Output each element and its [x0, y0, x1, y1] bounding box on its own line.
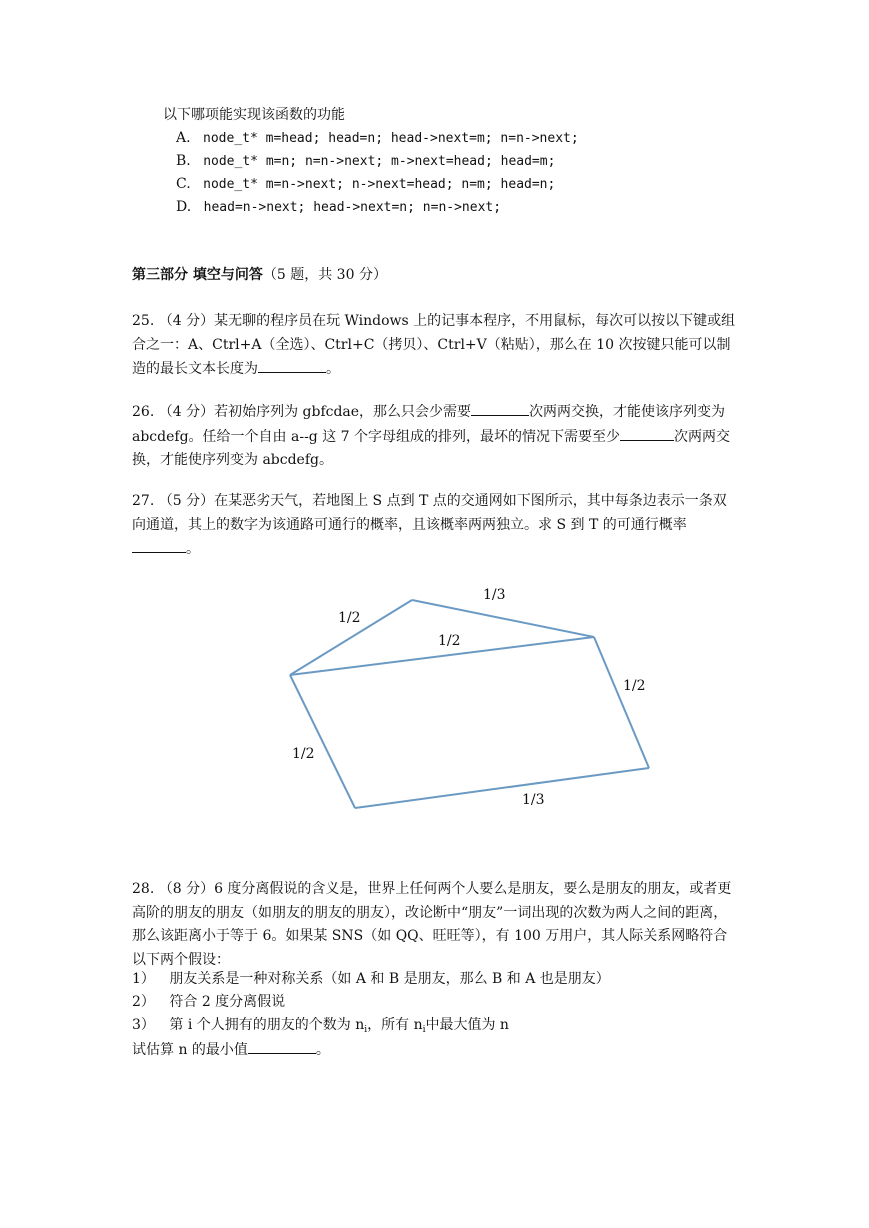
answer-blank[interactable]: [248, 1038, 316, 1054]
assumption-text: 符合 2 度分离假说: [169, 994, 286, 1010]
q27-text: 27. （5 分）在某恶劣天气，若地图上 S 点到 T 点的交通网如下图所示，其中每条边表示一条双向通道，其上的数字为该通路可通行的概率，且该概率两两独立。求 S 到 T 的可通行概率: [132, 493, 727, 533]
subscript: i: [422, 1025, 426, 1035]
final-text: 试估算 n 的最小值: [132, 1042, 248, 1058]
edge-label: 1/2: [292, 746, 315, 762]
assumption-text-end: 中最大值为 n: [425, 1017, 509, 1033]
assumption-num: 1）: [132, 971, 155, 987]
edge-label: 1/3: [483, 587, 506, 603]
q28-final-prompt: [132, 1038, 330, 1062]
q28-text: 28. （8 分）6 度分离假说的含义是，世界上任何两个人要么是朋友，要么是朋友的朋友，或者更高阶的朋友的朋友（如朋友的朋友的朋友），改论断中“朋友”一词出现的次数为两人之间的距离，那么该距离小于等于 6。如果某 SNS（如 QQ、旺旺等），有 100 万用户，其人际关系网略符合以下两个假设：: [132, 881, 732, 968]
assumption-text: 朋友关系是一种对称关系（如 A 和 B 是朋友，那么 B 和 A 也是朋友）: [169, 971, 610, 987]
q26-text: 26. （4 分）若初始序列为 gbfcdae，那么只会少需要: [132, 404, 472, 420]
edge-label: 1/2: [338, 610, 361, 626]
option-label: A.: [176, 130, 191, 146]
option-label: D.: [176, 199, 192, 215]
option-label: B.: [176, 153, 191, 169]
option-code: node_t* m=n->next; n->next=head; n=m; head=n;: [203, 177, 556, 192]
option-code: head=n->next; head->next=n; n=n->next;: [203, 200, 502, 215]
final-text-end: 。: [315, 1042, 330, 1058]
option-code: node_t* m=n; n=n->next; m->next=head; head=m;: [203, 154, 556, 169]
subscript: i: [364, 1025, 368, 1035]
q27-text-end: 。: [186, 541, 200, 557]
edge-s-bottom: [290, 675, 355, 808]
assumption-text: 第 i 个人拥有的朋友的个数为 n: [169, 1017, 365, 1033]
section-title: 第三部分 填空与问答: [132, 267, 263, 283]
option-code: node_t* m=head; head=n; head->next=m; n=n->next;: [203, 131, 579, 146]
option-label: C.: [176, 176, 191, 192]
section-note: （5 题，共 30 分）: [262, 267, 387, 283]
assumption-num: 3）: [132, 1017, 155, 1033]
assumption-2: [132, 991, 285, 1014]
q26-text-mid: 次两两交换，才能使该序列变为 abcdefg。任给一个自由 a--g 这 7 个字母组成的排列，最坏的情况下需要至少: [132, 404, 726, 445]
edge-right-t: [594, 637, 649, 768]
edge-bottom-t: [355, 768, 649, 808]
question-28: [132, 878, 738, 972]
assumption-text-mid: ，所有 n: [367, 1017, 423, 1033]
edge-label: 1/3: [522, 792, 545, 808]
q25-text: 25. （4 分）某无聊的程序员在玩 Windows 上的记事本程序，不用鼠标，每次可以按以下键或组合之一：A、Ctrl+A（全选）、Ctrl+C（拷贝）、Ctrl+V（粘贴），那么在 10 次按键只能可以制造的最长文本长度为: [132, 313, 736, 377]
q25-text-end: 。: [326, 361, 340, 377]
assumption-num: 2）: [132, 994, 155, 1010]
q26-text-end: 次两两交换，才能使序列变为 abcdefg。: [132, 428, 731, 468]
assumption-1: [132, 968, 610, 991]
question-intro: 以下哪项能实现该函数的功能: [163, 107, 345, 123]
edge-label: 1/2: [438, 633, 461, 649]
edge-top-right: [412, 600, 594, 637]
edge-label: 1/2: [623, 678, 646, 694]
